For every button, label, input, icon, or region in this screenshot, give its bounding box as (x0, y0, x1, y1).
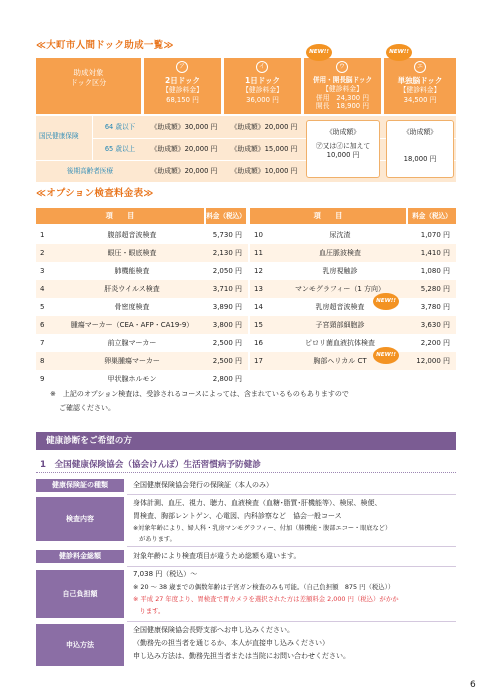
page-number: 6 (470, 680, 476, 690)
item-number: 9 (40, 375, 45, 383)
header-item-left: 項 目 (36, 208, 204, 224)
item-name: 眼圧・眼底検査 (107, 249, 157, 257)
apply-line-3: 申し込み方法は、勤務先担当者または当院にお問い合わせください。 (133, 652, 350, 660)
item-name: 腫瘍マーカー（CEA・AFP・CA19-9） (70, 321, 194, 329)
item-fee: 2,500 円 (212, 339, 242, 347)
mark-c-icon: ウ (336, 61, 348, 73)
item-fee: 2,800 円 (212, 375, 242, 383)
text-exam-content (127, 497, 456, 545)
item-number: 17 (254, 357, 263, 365)
column-name: 2日ドック (165, 76, 200, 85)
self-pay-red-note-2: ります。 (133, 607, 165, 615)
item-name: 卵巣腫瘍マーカー (104, 357, 160, 365)
item-name: 胸部ヘリカル CT (313, 357, 367, 365)
note-mark: ※ (50, 390, 56, 398)
item-fee: 2,200 円 (420, 339, 450, 347)
item-name: 前立腺マーカー (107, 339, 157, 347)
divider (127, 546, 456, 547)
content-note-1: ※対象年齢により、婦人科・乳房マンモグラフィー、付加（肺機能・腹部エコー・眼底など） (133, 525, 392, 532)
subsidy-c-cell (306, 120, 380, 178)
row-label-64-under: 64 歳以下 (104, 123, 136, 131)
label-application: 申込方法 (36, 624, 124, 666)
content-line-1: 身体計測、血圧、視力、聴力、血液検査（血糖･脂質･肝機能等）、検尿、検便、 (133, 499, 382, 507)
text-insurance-type: 全国健康保険協会発行の保険証（本人のみ） (133, 481, 273, 489)
subsidy-b-64: 《助成額》20,000 円 (230, 123, 298, 131)
note-line-2: ご確認ください。 (59, 404, 115, 412)
item-name: 甲状腺ホルモン (107, 375, 157, 383)
label-total-fee: 健診料金総額 (36, 550, 124, 563)
subsidy-d-label: 《助成額》 (403, 128, 437, 136)
fee-label: 【健診料金】 (162, 86, 203, 95)
subsidy-a-64: 《助成額》30,000 円 (150, 123, 218, 131)
new-badge: NEW!! (386, 44, 412, 61)
self-pay-amount: 7,038 円（税込）～ (133, 570, 198, 578)
fee-label: 【健診料金】 (242, 86, 283, 95)
item-number: 4 (40, 285, 45, 293)
label-insurance-type: 健康保険証の種類 (36, 479, 124, 492)
item-number: 15 (254, 321, 263, 329)
item-number: 7 (40, 339, 45, 347)
header-fee-left: 料金（税込） (206, 208, 246, 224)
fee-value: 68,150 円 (166, 95, 199, 104)
header-fee-right: 料金（税込） (408, 208, 456, 224)
item-number: 2 (40, 249, 45, 257)
item-fee: 5,730 円 (212, 231, 242, 239)
subsidy-b-65: 《助成額》15,000 円 (230, 145, 298, 153)
subsection-title: 1 全国健康保険協会（協会けんぽ）生活習慣病予防健診 (40, 460, 261, 470)
subsidy-c-label: 《助成額》 (326, 128, 360, 136)
item-fee: 3,800 円 (212, 321, 242, 329)
mark-a-icon: ア (176, 61, 188, 73)
apply-line-2: （勤務先の担当者を通じるか、本人が直接申し込みください） (133, 639, 329, 647)
item-number: 13 (254, 285, 263, 293)
subsidy-c-desc: ㋐又は㋑に加えて (315, 142, 371, 151)
item-fee: 5,280 円 (420, 285, 450, 293)
note-line-1: 上記のオプション検査は、受診されるコースによっては、含まれているものもありますので (62, 390, 349, 398)
item-number: 11 (254, 249, 263, 257)
corner-line-1: 助成対象 (73, 68, 104, 77)
item-name: ピロリ菌血液抗体検査 (305, 339, 375, 347)
fee-value: 34,500 円 (403, 95, 437, 104)
fee-value-open: 開長 18,900 円 (315, 102, 370, 111)
item-number: 16 (254, 339, 263, 347)
section-title-options: ≪オプション検査料金表≫ (36, 188, 154, 199)
subsidy-table (36, 58, 456, 182)
item-number: 3 (40, 267, 45, 275)
fee-value: 36,000 円 (246, 95, 279, 104)
item-name: 子宮頸部細胞診 (315, 321, 365, 329)
item-number: 5 (40, 303, 45, 311)
row-label-65-over: 65 歳以上 (104, 145, 136, 153)
item-fee: 1,410 円 (420, 249, 450, 257)
column-header-2day (144, 58, 221, 114)
group-cell (36, 116, 93, 160)
fee-label: 【健診料金】 (399, 86, 441, 95)
apply-line-1: 全国健康保険協会長野支部へお申し込みください。 (133, 626, 294, 634)
fee-label: 【健診料金】 (322, 85, 363, 94)
column-name: 単独脳ドック (397, 76, 443, 85)
item-fee: 12,000 円 (416, 357, 450, 365)
label-exam-content: 検査内容 (36, 497, 124, 541)
table-corner-header (36, 58, 141, 114)
item-name: 肺機能検査 (114, 267, 150, 275)
row-label-elderly: 後期高齢者医療 (66, 167, 114, 175)
item-fee: 1,080 円 (420, 267, 450, 275)
text-total-fee: 対象年齢により検査項目が違うため総額も違います。 (133, 552, 301, 560)
mark-b-icon: イ (256, 61, 268, 73)
column-header-1day (224, 58, 301, 114)
subsidy-b-elderly: 《助成額》10,000 円 (230, 167, 298, 175)
divider (127, 494, 456, 495)
item-name: 乳房超音波検査 (315, 303, 365, 311)
item-name: 腹部超音波検査 (107, 231, 157, 239)
divider (127, 566, 456, 567)
item-name: 骨密度検査 (114, 303, 150, 311)
corner-line-2: ドック区分 (70, 78, 107, 88)
header-item-right: 項 目 (250, 208, 406, 224)
new-badge: NEW!! (306, 44, 332, 61)
column-header-brain (384, 58, 456, 114)
item-name: 尿沈渣 (329, 231, 351, 239)
section-band-health-checkup: 健康診断をご希望の方 (36, 432, 456, 450)
subsidy-d-cell (386, 120, 454, 178)
group-label: 国民健康保険 (39, 132, 79, 140)
self-pay-note: ※ 20 ～ 38 歳までの偶数年齢は子宮ガン検査のみも可能。（自己負担額 875 円（税込）） (133, 583, 395, 591)
subsidy-c-amount: 10,000 円 (326, 150, 360, 159)
option-note (50, 387, 460, 415)
subsidy-a-elderly: 《助成額》20,000 円 (150, 167, 218, 175)
item-name: 肝炎ウイルス検査 (104, 285, 160, 293)
column-name: 1日ドック (245, 76, 280, 85)
column-header-combined-brain (304, 58, 381, 114)
item-number: 8 (40, 357, 45, 365)
item-number: 12 (254, 267, 263, 275)
subsidy-a-65: 《助成額》20,000 円 (150, 145, 218, 153)
item-number: 10 (254, 231, 263, 239)
column-name: 併用・開長脳ドック (312, 76, 373, 84)
item-fee: 3,890 円 (212, 303, 242, 311)
item-number: 1 (40, 231, 45, 239)
item-fee: 3,710 円 (212, 285, 242, 293)
text-self-pay (127, 568, 456, 617)
content-note-2: があります。 (133, 536, 176, 543)
item-number: 6 (40, 321, 45, 329)
item-fee: 1,070 円 (420, 231, 450, 239)
item-name: 血圧脈波検査 (319, 249, 361, 257)
item-fee: 3,630 円 (420, 321, 450, 329)
new-badge: NEW!! (373, 347, 399, 364)
item-fee: 2,050 円 (212, 267, 242, 275)
new-badge: NEW!! (373, 293, 399, 310)
item-name: 乳房視触診 (322, 267, 358, 275)
item-fee: 3,780 円 (420, 303, 450, 311)
item-name: マンモグラフィー（1 方向） (294, 285, 386, 293)
divider (127, 621, 456, 622)
subsection-rule (36, 472, 456, 473)
section-title-subsidy: ≪大町市人間ドック助成一覧≫ (36, 40, 174, 51)
label-self-pay: 自己負担額 (36, 570, 124, 618)
fee-value-combined: 併用 24,300 円 (315, 93, 370, 102)
subsidy-d-amount: 18,000 円 (403, 155, 437, 164)
text-application (127, 624, 456, 663)
mark-d-icon: エ (414, 61, 426, 73)
item-fee: 2,130 円 (212, 249, 242, 257)
item-number: 14 (254, 303, 263, 311)
self-pay-red-note-1: ※ 平成 27 年度より、胃検査で胃カメラを選択された方は差額料金 2,000 円（税込）がかか (133, 595, 399, 603)
item-fee: 2,500 円 (212, 357, 242, 365)
content-line-2: 胃検査、胸部レントゲン、心電図、内科診察など 協会一般コース (133, 512, 342, 520)
